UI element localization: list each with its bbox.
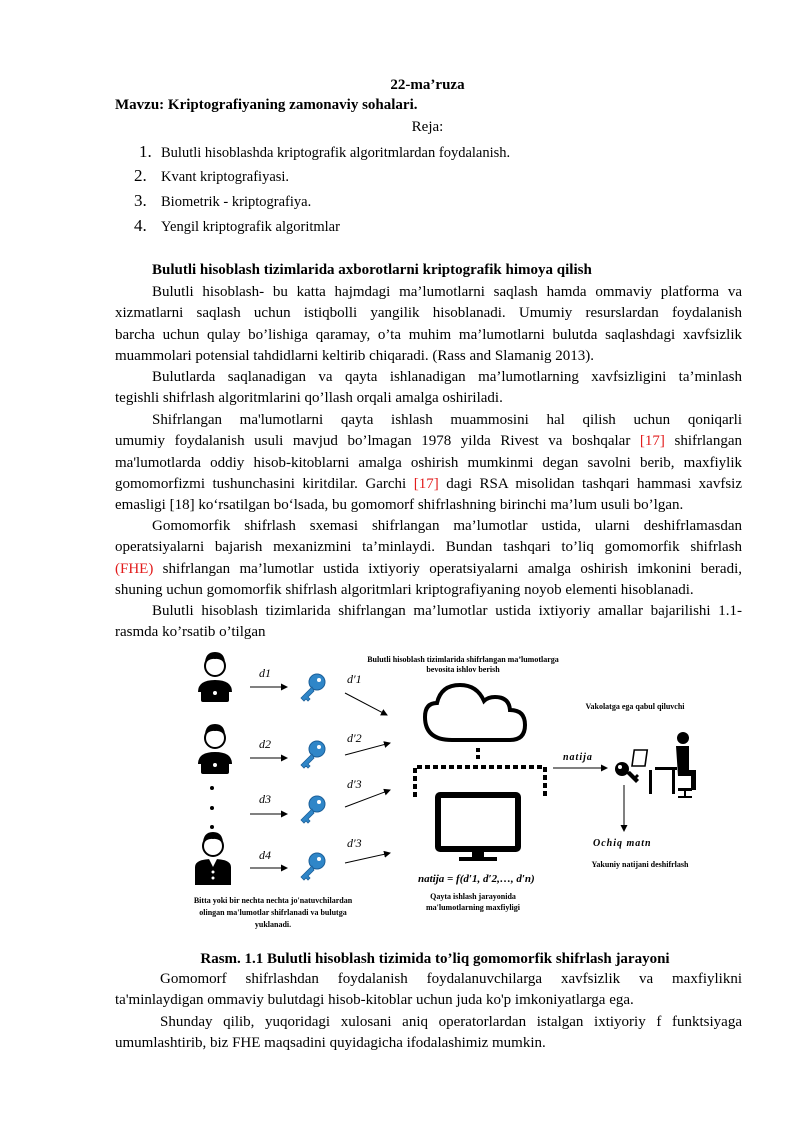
sender-user-icon [198,652,232,702]
key-icon [301,674,325,701]
decrypt-caption: Yakuniy natijani deshifrlash [591,860,689,869]
figure-caption: Rasm. 1.1 Bulutli hisoblash tizimida to’liq gomomorfik shifrlash jarayoni [200,951,670,967]
sender-user-icon [195,832,231,885]
input-label: d2 [259,737,271,751]
process-caption: Qayta ishlash jarayonida [430,892,516,901]
paragraph-1: Bulutli hisoblash- bu katta hajmdagi ma’lumotlarni saqlash hamda ommaviy platforma va xizmatlarni saqlash uchun istiqbolli yangilik hisoblanadi. Umumiy resurslardan foydalanish barcha uchun qulay bo’lishiga qaramay, o’ta muhim ma’lumotlarni bulutda saqlashdagi xavfsizlik muammolari potensial tahdidlarni keltirib chiqaradi. (Rass and Slamanig 2013). [115,284,742,364]
paragraph-2: Bulutlarda saqlanadigan va qayta ishlanadigan ma’lumotlarning xavfsizligini ta’minlash tegishli shifrlash algoritmlarini qo’llash orqali amalga oshiriladi. [115,369,742,407]
key-icon [615,762,639,783]
receiver-desk-icon [632,732,696,797]
plaintext-label: Ochiq matn [593,838,652,849]
diagram-title: Bulutli hisoblash tizimlarida shifrlangan ma’lumotlarga [367,655,559,664]
senders-caption: yuklanadi. [254,920,292,929]
encrypted-label: d′3 [347,836,362,850]
input-label: d4 [259,848,271,862]
plan-item: 4. Yengil kriptografik algoritmlar [134,216,340,235]
plan-item: 2. Kvant kriptografiyasi. [134,166,290,185]
plan-label: Reja: [411,119,444,135]
arrow [345,693,387,715]
key-icon [301,741,325,768]
input-label: d1 [259,666,271,680]
topic-title: Mavzu: Kriptografiyaning zamonaviy sohalari. [115,97,418,113]
ellipsis-dot [210,825,214,829]
reference-link[interactable]: [17] [413,475,439,492]
encrypted-label: d′1 [347,672,362,686]
input-label: d3 [259,792,271,806]
receiver-label: Vakolatga ega qabul qiluvchi [585,702,685,711]
key-icon [301,853,325,880]
arrow [345,790,390,807]
section-heading: Bulutli hisoblash tizimlarida axborotlarni kriptografik himoya qilish [152,262,592,278]
paragraph-6: Gomomorf shifrlashdan foydalanish foydalanuvchilarga xavfsizlik va maxfiylikni ta'minlaydigan ommaviy bulutdagi hisob-kitoblar uchun juda ko'p imkoniyatlarga ega. [115,971,742,1009]
paragraph-7: Shunday qilib, yuqoridagi xulosani aniq operatorlardan istalgan ixtiyoriy f funktsiyaga umumlashtirib, biz FHE maqsadini quyidagicha ifodalashimiz mumkin. [115,1014,742,1052]
ellipsis-dot [210,786,214,790]
formula: natija = f(d′1, d′2,…, d′n) [418,873,535,885]
arrow [345,853,390,863]
cloud-icon [425,685,525,740]
encrypted-label: d′3 [347,777,362,791]
senders-caption: olingan ma'lumotlar shifrlanadi va bulutga [199,908,347,917]
paragraph-5: Bulutli hisoblash tizimlarida shifrlangan ma’lumotlar ustida ixtiyoriy amallar bajarilishi 1.1- rasmda ko’rsatib o’tilgan [115,603,742,641]
paragraph-3: Shifrlangan ma'lumotlarni qayta ishlash muammosini hal qilish uchun qoniqarli umumiy foydalanish usuli mavjud bo’lmagan 1978 yilda Rivest va boshqalar [17] shifrlangan ma'lumotlarda oddiy hisob-kitoblarni amalga oshirish mumkinmi degan savolni berib, maxfiylik gomomorfizmi tushunchasini kiritdilar. Garchi [17] dagi RSA misolidan tashqari hammasi xavfsiz emasligi [18] ko‘rsatilgan bo‘lsada, bu gomomorf shifrlashning birinchi ma’lum usuli bo’lgan. [115,412,742,514]
key-icon [301,796,325,823]
diagram-title: bevosita ishlov berish [426,665,500,674]
senders-caption: Bitta yoki bir nechta nechta jo'natuvchilardan [193,896,353,905]
lecture-number: 22-ma’ruza [390,77,465,93]
monitor-icon [438,795,518,861]
encrypted-label: d′2 [347,731,362,745]
fhe-reference[interactable]: (FHE) [115,560,154,577]
plan-item: 1. Bulutli hisoblashda kriptografik algoritmlardan foydalanish. [139,142,511,161]
reference-link[interactable]: [17] [639,433,665,450]
paragraph-4: Gomomorfik shifrlash sxemasi shifrlangan ma’lumotlar ustida, ularni deshifrlamasdan operatsiyalarni bajarish mexanizmini ta’minlaydi. Bundan tashqari to’liq gomomorfik shifrlash (FHE) shifrlangan ma’lumotlar ustida ixtiyoriy operatsiyalarni amalga oshirish imkonini beradi, shuning uchun gomomorfik shifrlash algoritmlari kriptografiyaning noyob elementi hisoblanadi. [115,518,742,598]
fhe-diagram [175,645,735,945]
result-label: natija [563,752,593,763]
ellipsis-dot [210,806,214,810]
plan-item: 3. Biometrik - kriptografiya. [134,191,312,210]
sender-user-icon [198,724,232,774]
process-caption: ma'lumotlarning maxfiyligi [426,903,520,912]
